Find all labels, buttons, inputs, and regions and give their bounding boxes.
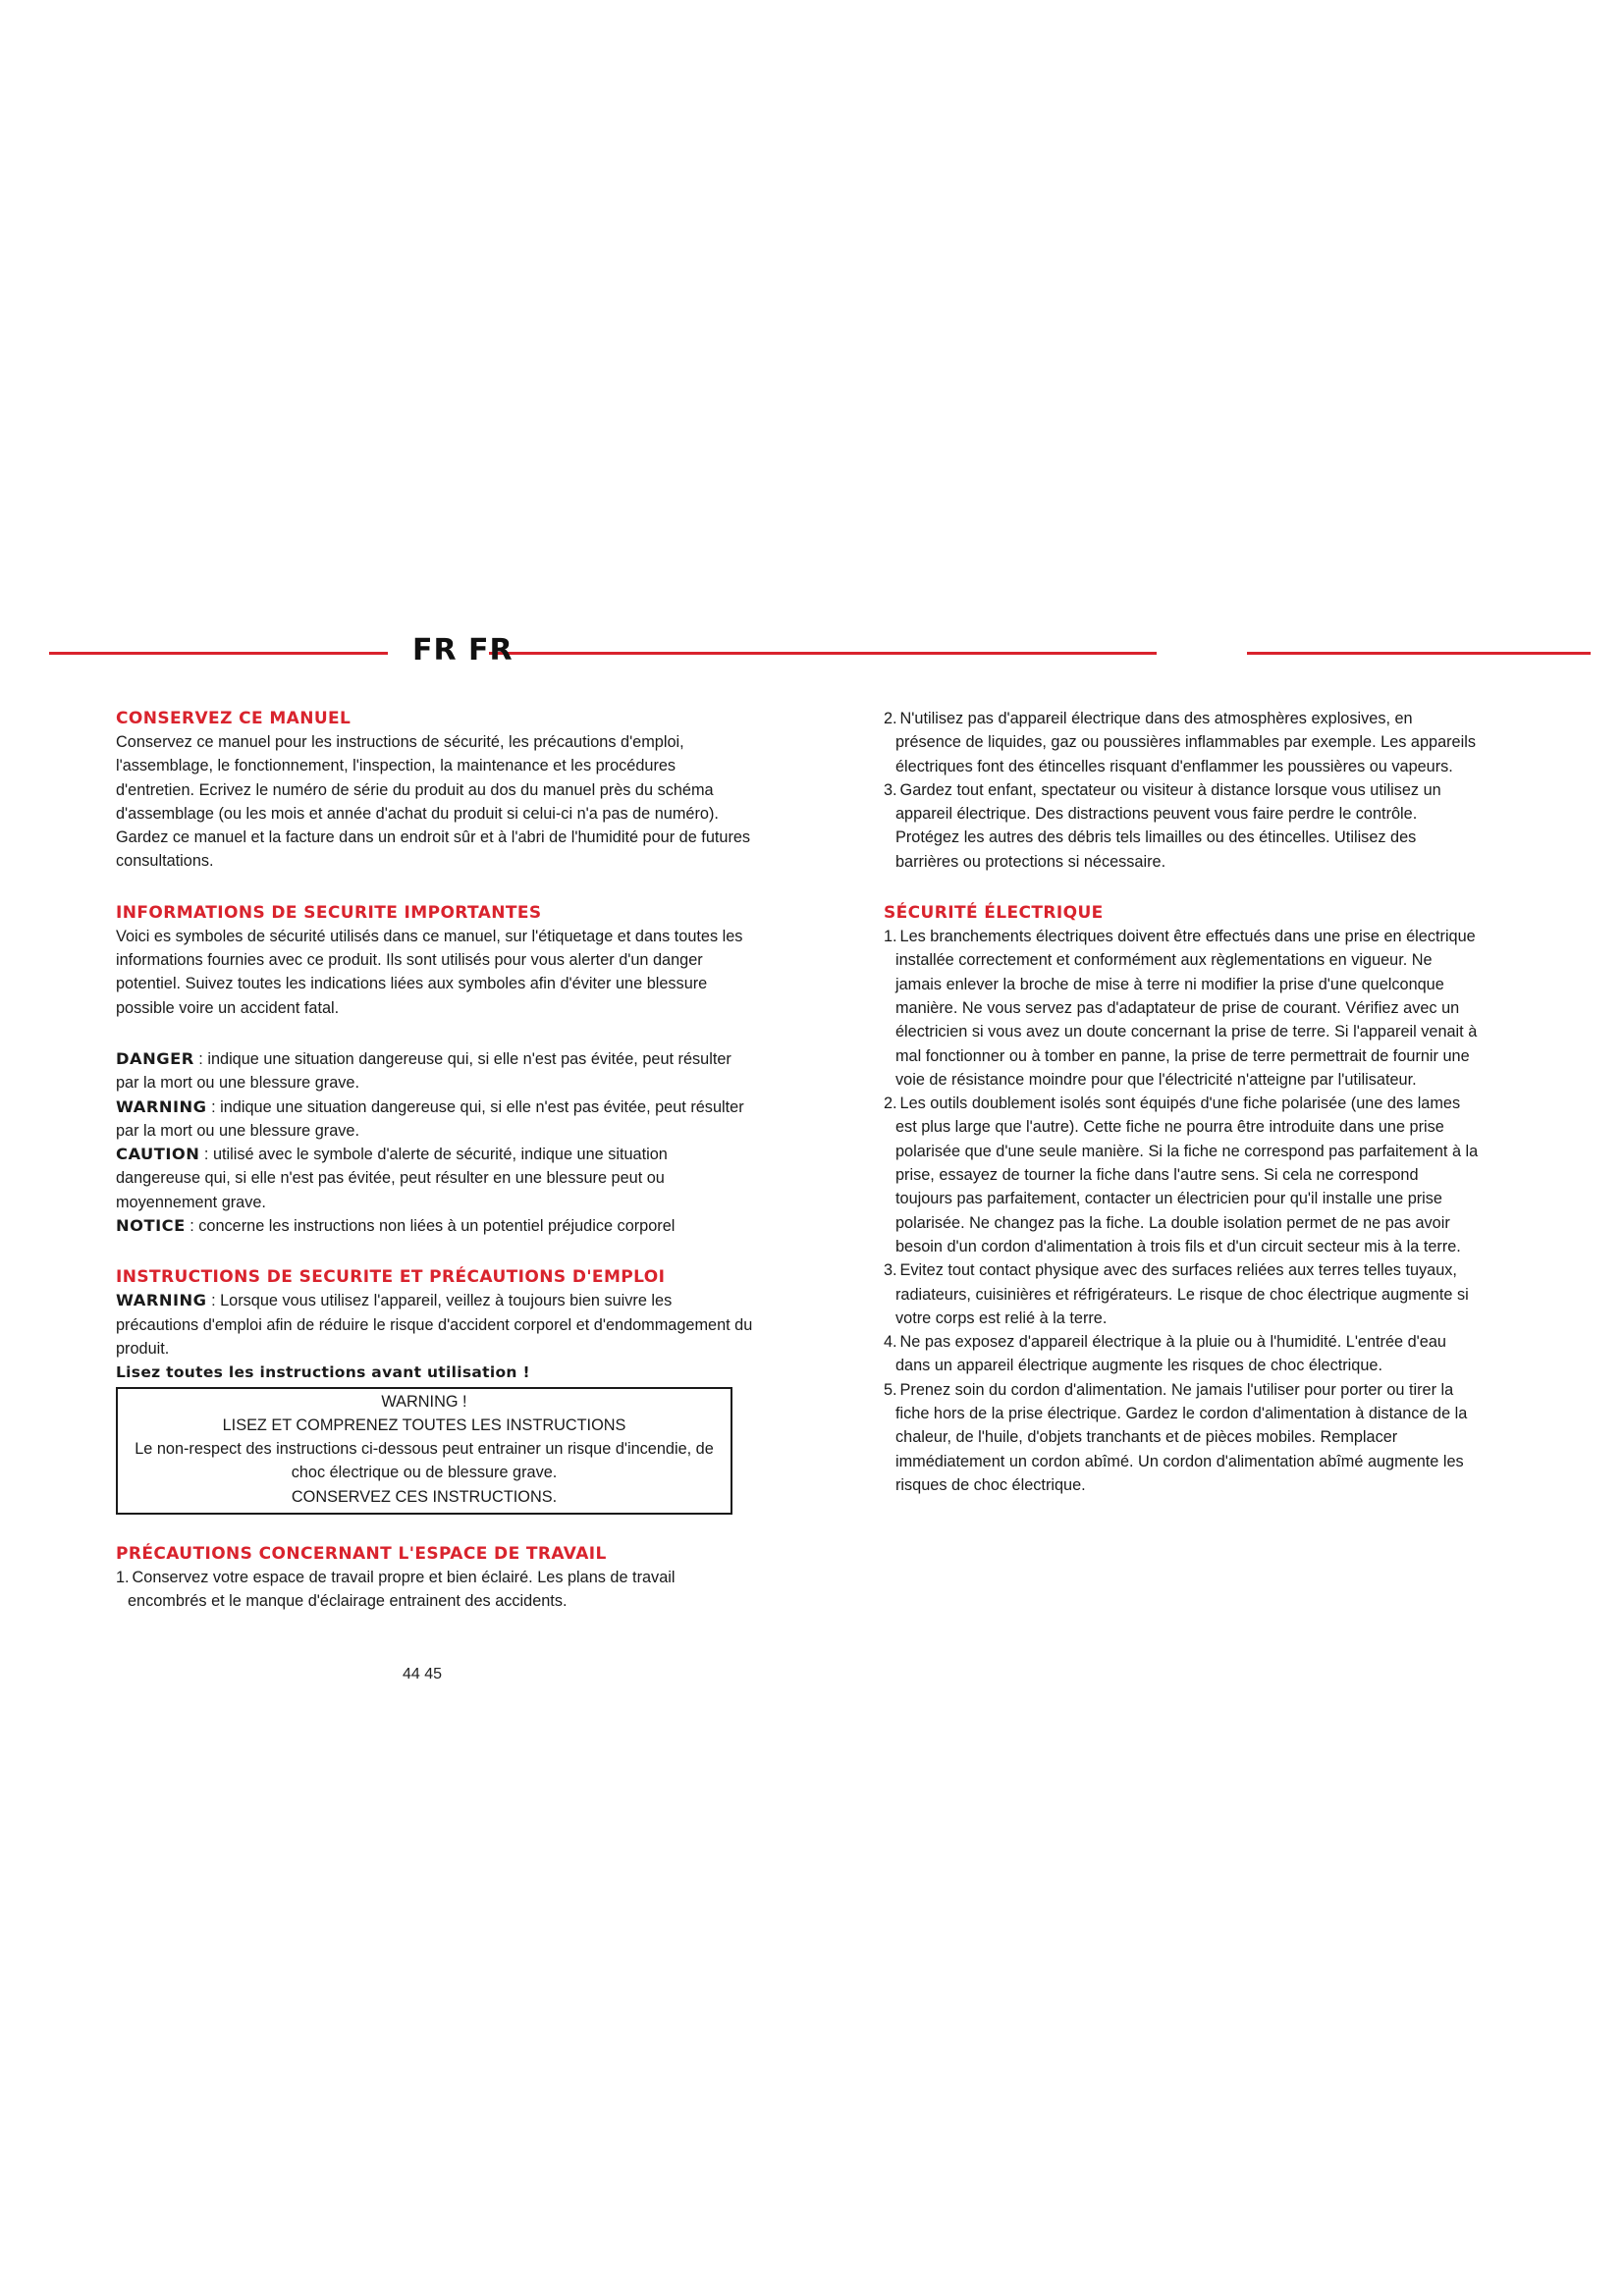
read-all-instructions: Lisez toutes les instructions avant utilisation ! xyxy=(116,1363,530,1382)
page-header-title: FR FR xyxy=(412,633,514,667)
electrical-safety-list xyxy=(884,925,1479,1497)
caution-label: CAUTION xyxy=(116,1145,200,1164)
definition-notice: NOTICE : concerne les instructions non liées à un potentiel préjudice corporel xyxy=(116,1216,676,1236)
definition-danger: DANGER : indique une situation dangereuse qui, si elle n'est pas évitée, peut résulter par la mort ou une blessure grave. xyxy=(116,1048,731,1093)
warning-box-line-2: LISEZ ET COMPRENEZ TOUTES LES INSTRUCTIONS xyxy=(222,1415,626,1434)
list-item: 2. N'utilisez pas d'appareil électrique dans des atmosphères explosives, en présence de liquides, gaz ou poussières inflammables par exemple. Les appareils électriques font des étincelles risquant d'enflammer les poussières ou vapeurs. xyxy=(884,710,1476,775)
warning-label: WARNING xyxy=(116,1096,207,1116)
section-title-instructions: INSTRUCTIONS DE SECURITE ET PRÉCAUTIONS D'EMPLOI xyxy=(116,1267,666,1288)
section-body-conservez: Conservez ce manuel pour les instructions de sécurité, les précautions d'emploi, l'assemblage, le fonctionnement, l'inspection, la maintenance et les procédures d'entretien. Ecrivez le numéro de série du produit au dos du manuel près du schéma d'assemblage (ou les mois et année d'achat du produit si celui-ci n'a pas de numéro). Gardez ce manuel et la facture dans un endroit sûr et à l'abri de l'humidité pour de futures consultations. xyxy=(116,733,751,871)
workspace-list-left xyxy=(116,1566,754,1614)
workspace-list-right xyxy=(884,707,1479,874)
list-item: 5. Prenez soin du cordon d'alimentation. Ne jamais l'utiliser pour porter ou tirer la fiche hors de la prise électrique. Gardez le cordon d'alimentation à distance de la chaleur, de l'huile, d'objets tranchants et de pièces mobiles. Remplacer immédiatement un cordon abîmé. Un cordon d'alimentation abîmé augmente les risques de choc électrique. xyxy=(884,1380,1468,1494)
list-item: 3. Evitez tout contact physique avec des surfaces reliées aux terres telles tuyaux, radiateurs, cuisinières et réfrigérateurs. Le risque de choc électrique augmente si votre corps est relié à la terre. xyxy=(884,1261,1469,1327)
header-rule-left xyxy=(49,652,388,655)
warning-box-line-4: CONSERVEZ CES INSTRUCTIONS. xyxy=(291,1487,558,1506)
list-item: 1. Les branchements électriques doivent être effectués dans une prise en électrique installée correctement et conformément aux règlementations en vigueur. Ne jamais enlever la broche de mise à terre ni modifier la prise d'une quelconque manière. Ne vous servez pas d'adaptateur de prise de courant. Vérifiez avec un électricien si vous avez un doute concernant la prise de terre. Si l'appareil venait à mal fonctionner ou à tomber en panne, la prise de terre permettrait de fournir une voie de résistance moindre pour que l'électricité n'atteigne par l'utilisateur. xyxy=(884,928,1478,1089)
danger-label: DANGER xyxy=(116,1048,194,1068)
header-rule-middle xyxy=(489,652,1157,655)
section-title-espace-travail: PRÉCAUTIONS CONCERNANT L'ESPACE DE TRAVAIL xyxy=(116,1544,607,1565)
page-numbers: 44 45 xyxy=(403,1666,443,1682)
header-rule-right xyxy=(1247,652,1591,655)
section-title-conservez: CONSERVEZ CE MANUEL xyxy=(116,709,352,728)
left-column xyxy=(116,707,754,1614)
section-title-securite-electrique: SÉCURITÉ ÉLECTRIQUE xyxy=(884,903,1104,924)
list-item: 1. Conservez votre espace de travail propre et bien éclairé. Les plans de travail encombrés et le manque d'éclairage entrainent des accidents. xyxy=(116,1569,676,1611)
definition-warning: WARNING : indique une situation dangereuse qui, si elle n'est pas évitée, peut résulter par la mort ou une blessure grave. xyxy=(116,1096,744,1140)
section-title-informations: INFORMATIONS DE SECURITE IMPORTANTES xyxy=(116,902,542,923)
list-item: 4. Ne pas exposez d'appareil électrique à la pluie ou à l'humidité. L'entrée d'eau dans un appareil électrique augmente les risques de choc électrique. xyxy=(884,1333,1446,1375)
warning-box-line-3: Le non-respect des instructions ci-dessous peut entrainer un risque d'incendie, de choc électrique ou de blessure grave. xyxy=(135,1440,714,1482)
right-column xyxy=(884,707,1479,1497)
section-body-informations: Voici es symboles de sécurité utilisés dans ce manuel, sur l'étiquetage et dans toutes les informations fournies avec ce produit. Ils sont utilisés pour vous alerter d'un danger potentiel. Suivez toutes les indications liées aux symboles afin d'éviter une blessure possible voire un accident fatal. xyxy=(116,927,743,1017)
notice-label: NOTICE xyxy=(116,1216,186,1236)
list-item: 3. Gardez tout enfant, spectateur ou visiteur à distance lorsque vous utilisez un appareil électrique. Des distractions peuvent vous faire perdre le contrôle. Protégez les autres des débris tels limailles ou des étincelles. Utilisez des barrières ou protections si nécessaire. xyxy=(884,780,1441,871)
warning-box-line-1: WARNING ! xyxy=(381,1392,467,1411)
list-item: 2. Les outils doublement isolés sont équipés d'une fiche polarisée (une des lames est plus large que l'autre). Cette fiche ne pourra être introduite dans une prise polarisée que d'une seule manière. Si la fiche ne correspond pas parfaitement à la prise, essayez de tourner la fiche dans l'autre sens. Si cela ne correspond toujours pas parfaitement, contacter un électricien pour qu'il installe une prise polarisée. Ne changez pas la fiche. La double isolation permet de ne pas avoir besoin d'un cordon d'alimentation à trois fils et d'un circuit secteur mis à la terre. xyxy=(884,1095,1479,1255)
instructions-warning: WARNING : Lorsque vous utilisez l'appareil, veillez à toujours bien suivre les précautions d'emploi afin de réduire le risque d'accident corporel et d'endommagement du produit. xyxy=(116,1291,753,1358)
instructions-warning-label: WARNING xyxy=(116,1291,207,1310)
warning-box xyxy=(116,1387,732,1515)
definition-caution: CAUTION : utilisé avec le symbole d'alerte de sécurité, indique une situation dangereuse qui, si elle n'est pas évitée, peut résulter en une blessure peut ou moyennement grave. xyxy=(116,1145,668,1211)
